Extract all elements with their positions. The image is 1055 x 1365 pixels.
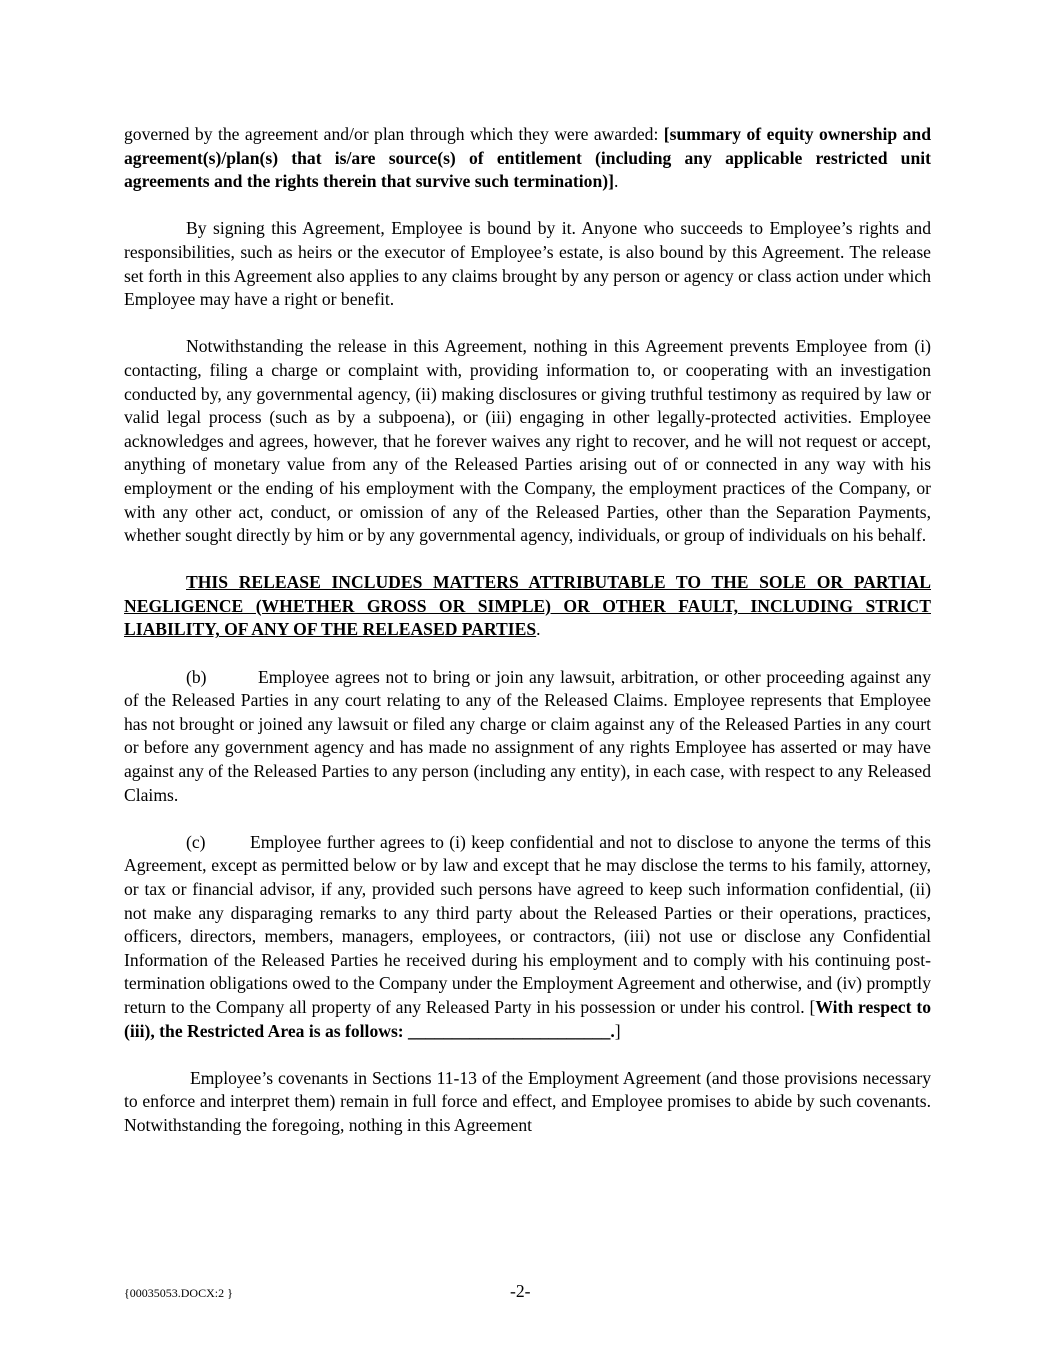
paragraph-binding: By signing this Agreement, Employee is bound by it. Anyone who succeeds to Employee’s rights and responsibilities, such as heirs or the executor of Employee’s estate, is also bound by this Agreement. The release set forth in this Agreement also applies to any claims brought by any person or agency or class action under which Employee may have a right or benefit. [124,218,931,310]
section-label-c: (c) [186,831,206,852]
restricted-area-placeholder: With respect to (iii), the Restricted Area is as follows: _______________________. [124,996,932,1041]
negligence-clause: THIS RELEASE INCLUDES MATTERS ATTRIBUTABLE TO THE SOLE OR PARTIAL NEGLIGENCE (WHETHER GROSS OR SIMPLE) OR OTHER FAULT, INCLUDING STRICT LIABILITY, OF ANY OF THE RELEASED PARTIES [124,572,931,640]
document-page [124,123,931,1138]
page-number: -2- [510,1281,531,1301]
paragraph-equity: governed by the agreement and/or plan through which they were awarded: [summary of equity ownership and agreement(s)/plan(s) that is/are source(s) of entitlement (including any applicable restricted unit agreements and the rights therein that survive such termination)]. [124,124,931,192]
paragraph-notwithstanding: Notwithstanding the release in this Agreement, nothing in this Agreement prevents Employee from (i) contacting, filing a charge or complaint with, providing information to, or cooperating with an investigation conducted by, any governmental agency, (ii) making disclosures or giving truthful testimony as required by law or valid legal process (such as by a subpoena), or (iii) engaging in other legally-protected activities. Employee acknowledges and agrees, however, that he forever waives any right to recover, and he will not request or accept, anything of monetary value from any of the Released Parties arising out of or connected in any way with his employment or the ending of his employment with the Company, the employment practices of the Company, or with any other act, conduct, or omission of any of the Released Parties, other than the Separation Payments, whether sought directly by him or by any governmental agency, individuals, or group of individuals on his behalf. [124,336,931,546]
equity-placeholder: [summary of equity ownership and agreement(s)/plan(s) that is/are source(s) of entitlement (including any applicable restricted unit agreements and the rights therein that survive such termination)] [124,124,931,192]
footer-doc-id: {00035053.DOCX:2 } [124,1286,233,1300]
paragraph-c: (c) Employee further agrees to (i) keep confidential and not to disclose to anyone the terms of this Agreement, except as permitted below or by law and except that he may disclose the terms to his family, attorney, or tax or financial advisor, if any, provided such persons have agreed to keep such information confidential, (ii) not make any disparaging remarks to any third party about the Released Parties or their operations, practices, officers, directors, members, managers, employees, or contractors, (iii) not use or disclose any Confidential Information of the Released Parties he received during his employment and to comply with his continuing post-termination obligations owed to the Company under the Employment Agreement and otherwise, and (iv) promptly return to the Company all property of any Released Party in his possession or under his control. [With respect to (iii), the Restricted Area is as follows: _______________________.] [124,831,932,1041]
paragraph-b: (b) Employee agrees not to bring or join any lawsuit, arbitration, or other proceeding against any of the Released Parties in any court relating to any of the Released Claims. Employee represents that Employee has not brought or joined any lawsuit or filed any charge or claim against any of the Released Parties in any court or before any government agency and has made no assignment of any rights Employee has asserted or may have against any of the Released Parties to any person (including any entity), in each case, with respect to any Released Claims. [124,666,931,805]
paragraph-covenants: Employee’s covenants in Sections 11-13 of the Employment Agreement (and those provisions necessary to enforce and interpret them) remain in full force and effect, and Employee promises to abide by such covenants. Notwithstanding the foregoing, nothing in this Agreement [124,1067,931,1135]
paragraph-negligence: THIS RELEASE INCLUDES MATTERS ATTRIBUTABLE TO THE SOLE OR PARTIAL NEGLIGENCE (WHETHER GROSS OR SIMPLE) OR OTHER FAULT, INCLUDING STRICT LIABILITY, OF ANY OF THE RELEASED PARTIES. [124,572,931,640]
section-label-b: (b) [186,666,207,687]
